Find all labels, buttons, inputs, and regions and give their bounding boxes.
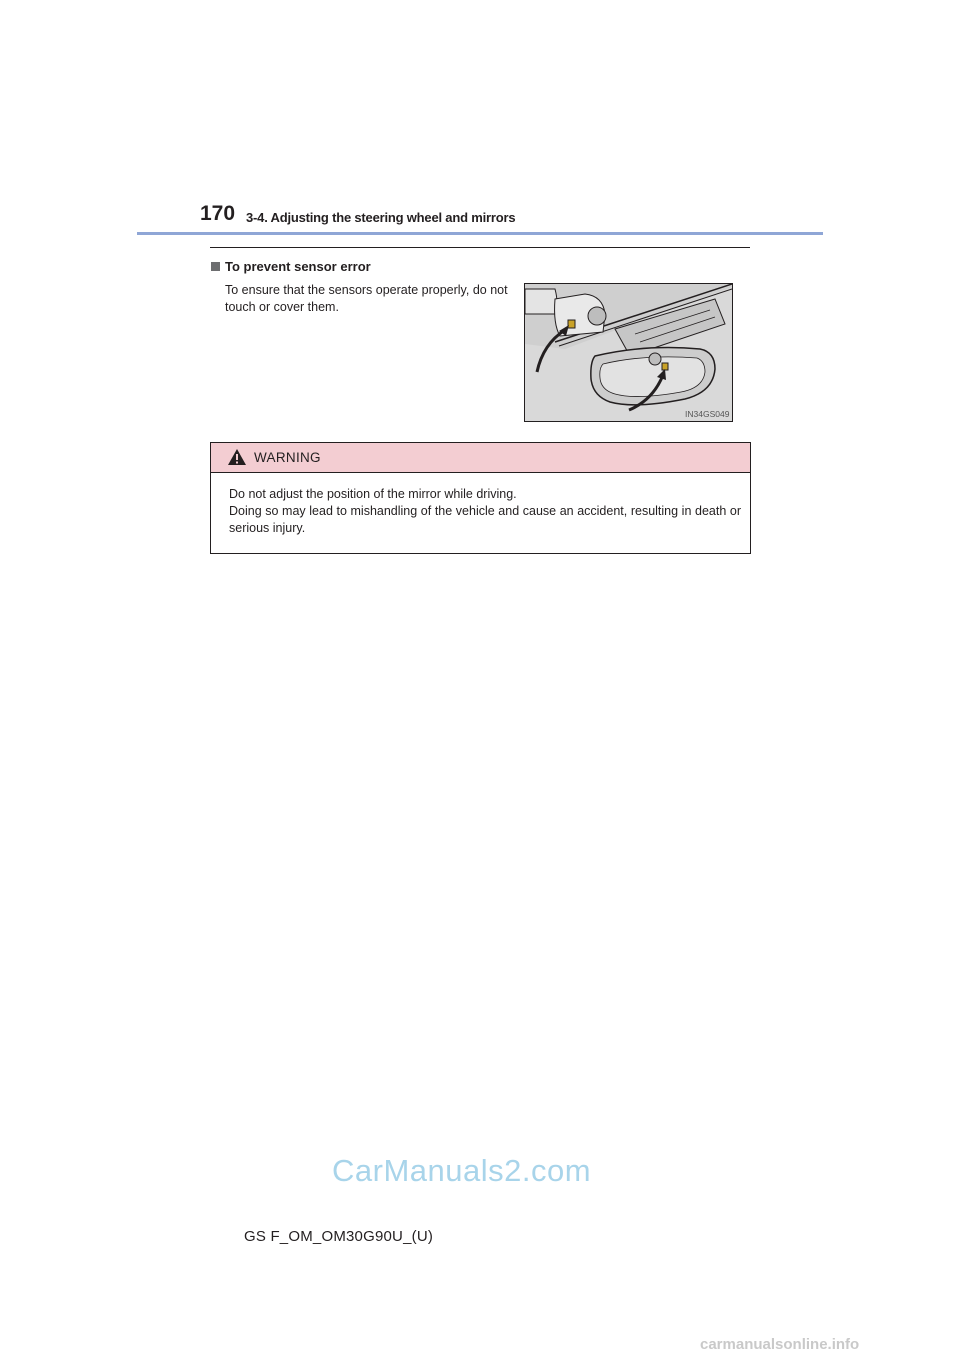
section-heading-text: To prevent sensor error	[225, 259, 371, 274]
warning-body	[229, 486, 741, 537]
watermark-carmanualsonline: carmanualsonline.info	[700, 1336, 860, 1353]
sensor-location-figure	[524, 283, 733, 422]
section-rule	[210, 247, 750, 248]
running-head: 3-4. Adjusting the steering wheel and mirrors	[246, 210, 516, 225]
watermark-carmanuals2: CarManuals2.com	[332, 1153, 592, 1188]
footer-code: GS F_OM_OM30G90U_(U)	[244, 1228, 434, 1245]
warning-box	[210, 442, 751, 554]
warning-triangle-icon	[227, 448, 247, 471]
warning-title: WARNING	[254, 450, 321, 465]
figure-code-label: IN34GS049	[685, 409, 730, 419]
warning-line-2: Doing so may lead to mishandling of the vehicle and cause an accident, resulting in death or serious injury.	[229, 504, 741, 535]
header-rule	[137, 232, 823, 235]
section-heading	[211, 259, 371, 274]
warning-header	[211, 443, 750, 473]
rear-view-mirror-illustration	[525, 284, 732, 421]
section-body-text: To ensure that the sensors operate properly, do not touch or cover them.	[225, 283, 508, 314]
square-bullet-icon	[211, 262, 220, 271]
warning-line-1: Do not adjust the position of the mirror while driving.	[229, 487, 517, 501]
page-number: 170	[200, 202, 236, 225]
